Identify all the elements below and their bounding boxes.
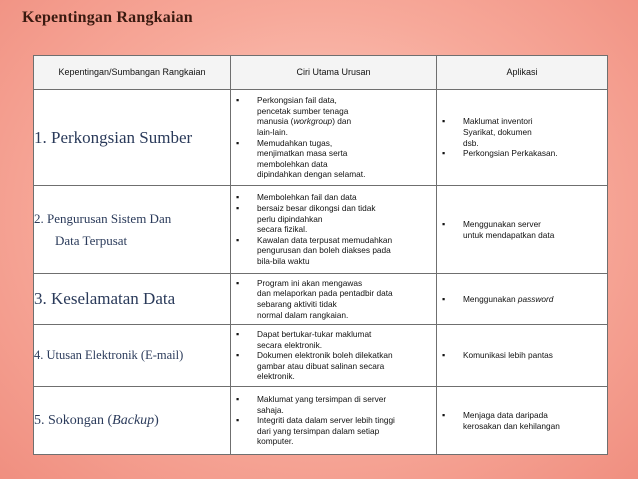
- list-item: ▪ Integriti data dalam server lebih tinggi dari yang tersimpan dalam setiap komputer.: [231, 415, 432, 447]
- list-item: ▪ Maklumat inventori Syarikat, dokumen dsb.: [437, 116, 603, 148]
- table-row: [34, 274, 608, 325]
- list-item: ▪ Dapat bertukar-tukar maklumat secara elektronik.: [231, 329, 432, 350]
- list-item: ▪ Maklumat yang tersimpan di server sahaja.: [231, 394, 432, 415]
- slide-title: Kepentingan Rangkaian: [22, 9, 193, 26]
- list-item: ▪ Perkongsian Perkakasan.: [437, 148, 603, 159]
- row-item: 5. Sokongan (Backup): [34, 387, 231, 455]
- table-row: [34, 90, 608, 186]
- row-aplikasi: [437, 186, 608, 274]
- table-row: [34, 186, 608, 274]
- row-ciri: [231, 387, 437, 455]
- list-item: ▪ Kawalan data terpusat memudahkan pengurusan dan boleh diakses pada bila-bila waktu: [231, 235, 432, 267]
- table-row: [34, 387, 608, 455]
- list-item: ▪ Dokumen elektronik boleh dilekatkan gambar atau dibuat salinan secara elektronik.: [231, 350, 432, 382]
- row-ciri: [231, 325, 437, 387]
- row-item: 3. Keselamatan Data: [34, 274, 231, 325]
- row-item: 2. Pengurusan Sistem Dan Data Terpusat: [34, 186, 231, 274]
- table-row: [34, 325, 608, 387]
- list-item: ▪ Membolehkan fail dan data: [231, 192, 432, 203]
- header-aplikasi: Aplikasi: [437, 56, 608, 90]
- row-aplikasi: [437, 387, 608, 455]
- kepentingan-table: [33, 55, 608, 455]
- list-item: ▪ Program ini akan mengawas dan melaporkan pada pentadbir data sebarang aktiviti tidak normal dalam rangkaian.: [231, 278, 432, 320]
- row-ciri: [231, 274, 437, 325]
- row-ciri: [231, 90, 437, 186]
- list-item: ▪ Komunikasi lebih pantas: [437, 350, 603, 361]
- table-header-row: [34, 56, 608, 90]
- row-aplikasi: [437, 325, 608, 387]
- list-item: ▪ Memudahkan tugas, menjimatkan masa serta membolehkan data dipindahkan dengan selamat.: [231, 138, 432, 180]
- row-item: 1. Perkongsian Sumber: [34, 90, 231, 186]
- list-item: ▪ Menggunakan server untuk mendapatkan data: [437, 219, 603, 240]
- row-aplikasi: [437, 274, 608, 325]
- row-item: 4. Utusan Elektronik (E-mail): [34, 325, 231, 387]
- row-ciri: [231, 186, 437, 274]
- list-item: ▪ bersaiz besar dikongsi dan tidak perlu dipindahkan secara fizikal.: [231, 203, 432, 235]
- header-ciri: Ciri Utama Urusan: [231, 56, 437, 90]
- list-item: ▪ Perkongsian fail data, pencetak sumber tenaga manusia (workgroup) dan lain-lain.: [231, 95, 432, 137]
- header-kepentingan: Kepentingan/Sumbangan Rangkaian: [34, 56, 231, 90]
- list-item: ▪ Menjaga data daripada kerosakan dan kehilangan: [437, 410, 603, 431]
- list-item: ▪ Menggunakan password: [437, 294, 603, 305]
- row-aplikasi: [437, 90, 608, 186]
